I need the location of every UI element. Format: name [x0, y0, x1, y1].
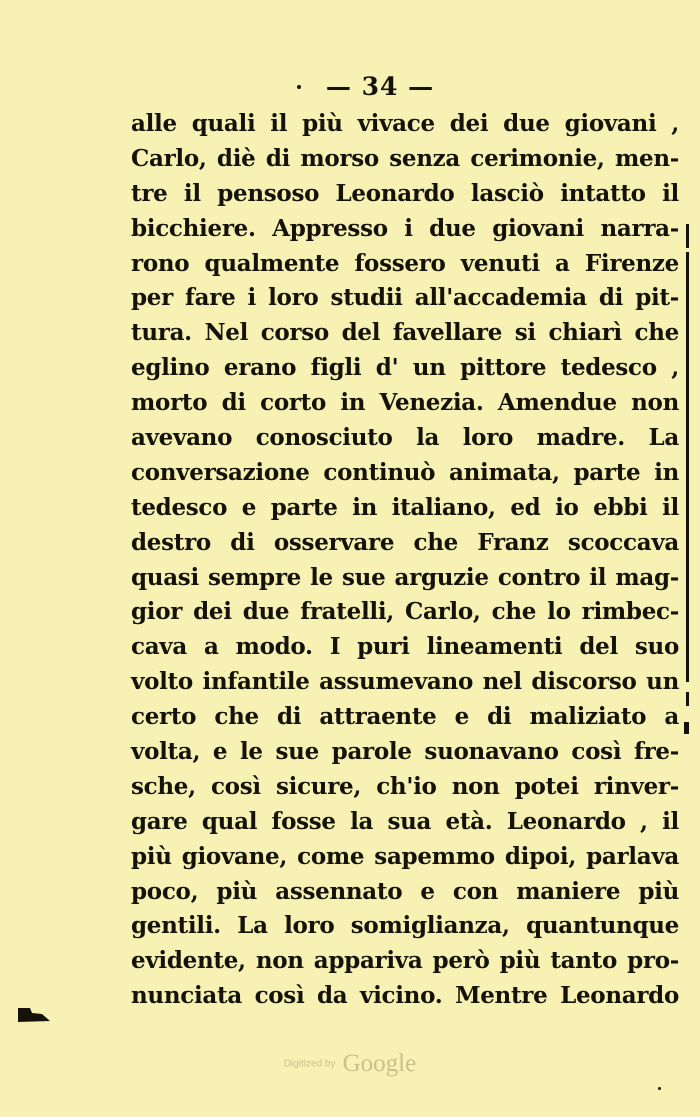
- text-line: bicchiere. Appresso i due giovani narra-: [131, 214, 679, 242]
- margin-mark: [686, 692, 689, 706]
- watermark-prefix: Digitized by: [283, 1058, 336, 1070]
- watermark-logo: Google: [342, 1050, 417, 1077]
- text-line: rono qualmente fossero venuti a Firenze: [131, 249, 679, 277]
- text-line: gior dei due fratelli, Carlo, che lo rimbec-: [131, 598, 679, 626]
- text-line: destro di osservare che Franz scoccava: [131, 528, 679, 556]
- text-line: gentili. La loro somiglianza, quantunque: [131, 912, 679, 940]
- margin-mark: [684, 722, 689, 734]
- text-line: sche, così sicure, ch'io non potei rinver-: [131, 772, 679, 800]
- text-line: eglino erano figli d' un pittore tedesco ,: [131, 354, 679, 382]
- text-line: certo che di attraente e di maliziato a: [131, 703, 679, 731]
- text-line: più giovane, come sapemmo dipoi, parlava: [131, 842, 679, 870]
- text-line: morto di corto in Venezia. Amendue non: [131, 389, 679, 417]
- margin-rule-top: [686, 224, 689, 248]
- text-line: tre il pensoso Leonardo lasciò intatto il: [131, 179, 679, 207]
- digitized-watermark: [0, 1050, 700, 1078]
- text-line: volta, e le sue parole suonavano così fre-: [131, 738, 679, 766]
- text-line: Carlo, diè di morso senza cerimonie, men-: [131, 144, 679, 172]
- text-line: avevano conosciuto la loro madre. La: [131, 424, 679, 452]
- text-line: conversazione continuò animata, parte in: [131, 458, 679, 486]
- text-line: tedesco e parte in italiano, ed io ebbi il: [131, 493, 679, 521]
- text-line: quasi sempre le sue arguzie contro il mag-: [131, 563, 679, 591]
- text-line: per fare i loro studii all'accademia di pit-: [131, 284, 679, 312]
- text-line: nunciata così da vicino. Mentre Leonardo: [131, 982, 679, 1010]
- body-text: [131, 107, 679, 1014]
- ink-speck: [658, 1087, 661, 1090]
- text-line: evidente, non appariva però più tanto pro-: [131, 947, 679, 975]
- text-line: alle quali il più vivace dei due giovani ,: [131, 110, 679, 137]
- margin-rule: [686, 252, 689, 682]
- text-line: volto infantile assumevano nel discorso un: [131, 668, 679, 696]
- scan-tab-mark: [18, 1008, 50, 1022]
- text-line: cava a modo. I puri lineamenti del suo: [131, 633, 679, 661]
- text-line: tura. Nel corso del favellare si chiarì che: [131, 319, 679, 347]
- page-number: — 34 —: [325, 72, 435, 101]
- text-line: gare qual fosse la sua età. Leonardo , il: [131, 807, 679, 835]
- text-line: poco, più assennato e con maniere più: [131, 877, 679, 905]
